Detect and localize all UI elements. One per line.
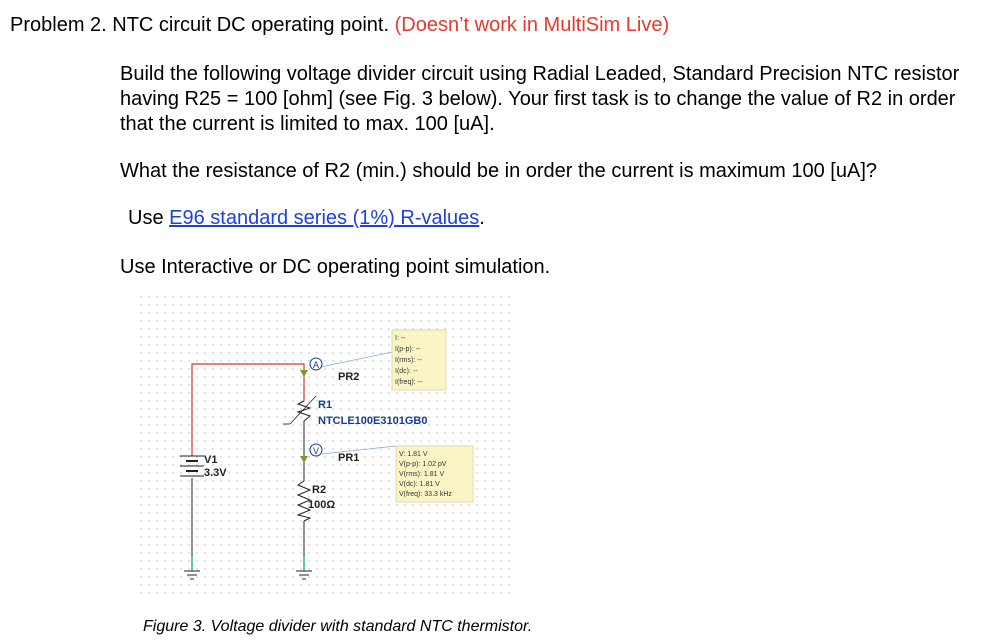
pr2-reading: I: -- [395, 335, 406, 342]
figure-caption: Figure 3. Voltage divider with standard NTC thermistor. [143, 618, 533, 635]
pr1-reading: V: 1.81 V [399, 451, 428, 458]
pr1-reading: V(freq): 33.3 kHz [399, 491, 452, 498]
pr2-readout-box [392, 330, 446, 390]
pr1-reading: V(dc): 1.81 V [399, 481, 440, 488]
intro-paragraph: Build the following voltage divider circuit using Radial Leaded, Standard Precision NTC resistor having R25 = 100 [ohm] (see Fig. 3 below). Your first task is to change the value of R2 in order that the current is limited to max. 100 [uA]. [120, 63, 960, 135]
r1-part-number: NTCLE100E3101GB0 [318, 415, 428, 427]
probe-pr1-label: PR1 [338, 452, 360, 464]
r2-value: 100Ω [308, 499, 336, 511]
pr1-reading: V(p-p): 1.02 pV [399, 461, 447, 468]
series-paragraph [128, 206, 485, 231]
pr1-readout-box [396, 446, 473, 502]
problem-title: Problem 2. NTC circuit DC operating point. [10, 14, 390, 36]
r1-label: R1 [318, 399, 333, 411]
problem-heading [10, 14, 669, 37]
probe-pr1-symbol: V [312, 446, 320, 456]
simulation-paragraph: Use Interactive or DC operating point simulation. [120, 256, 551, 278]
pr2-reading: I(dc): -- [395, 368, 418, 375]
v1-value: 3.3V [204, 467, 227, 479]
circuit-schematic [140, 296, 510, 596]
pr1-reading: V(rms): 1.81 V [399, 471, 445, 478]
probe-pr2-symbol: A [312, 360, 320, 370]
probe-pr2-label: PR2 [338, 371, 360, 383]
v1-label: V1 [204, 454, 218, 466]
pr2-reading: I(p-p): -- [395, 346, 421, 353]
question-paragraph: What the resistance of R2 (min.) should be in order the current is maximum 100 [uA]? [120, 160, 878, 182]
warning-note: (Doesn’t work in MultiSim Live) [394, 14, 670, 36]
pr2-reading: I(rms): -- [395, 357, 422, 364]
use-prefix: Use [128, 207, 170, 229]
r2-label: R2 [312, 484, 327, 496]
e96-series-link[interactable]: E96 standard series (1%) R-values [169, 207, 480, 229]
use-suffix: . [479, 207, 485, 229]
pr2-reading: I(freq): -- [395, 379, 423, 386]
